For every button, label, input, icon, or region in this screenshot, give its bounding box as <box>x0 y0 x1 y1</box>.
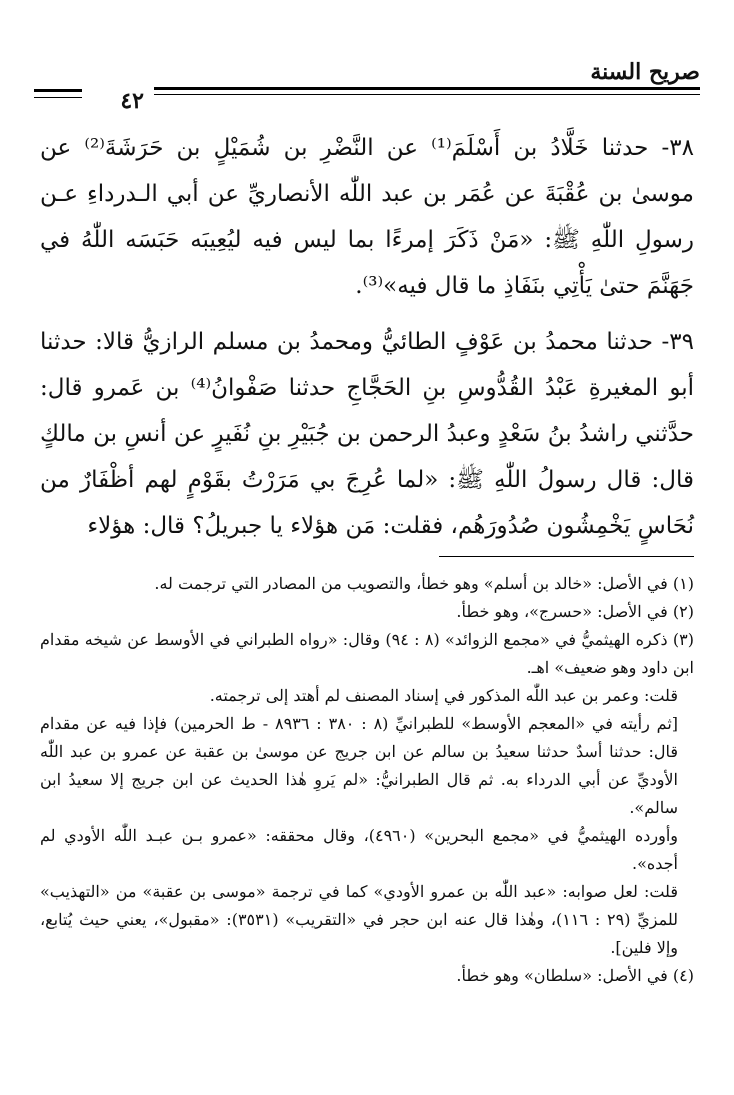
footnote-3-note-2: [ثم رأيته في «المعجم الأوسط» للطبرانيِّ (٨ : ٣٨٠ : ٨٩٣٦ - ط الحرمين) فإذا فيه عن مقدام قال: حدثنا أسدٌ حدثنا سعيدُ بن سالم عن ابن جريج عن موسىٰ بن عقبة عن عمرو بن عبد اللّٰه الأوديِّ عن أبي الدرداء به. ثم قال الطبرانيُّ: «لم يَروِ هٰذا الحديث عن ابن جريج إلا سعيدُ ابن سالم». <box>40 714 679 817</box>
footnote-2: (٢) في الأصل: «حسرج»، وهو خطأ. <box>456 602 694 621</box>
footnote-3: (٣) ذكره الهيثميُّ في «مجمع الزوائد» (٨ : ٩٤) وقال: «رواه الطبراني في الأوسط عن شيخه مقدام ابن داود وهو ضعيف» اهـ. <box>40 630 694 677</box>
footnote-4: (٤) في الأصل: «سلطان» وهو خطأ. <box>456 966 694 985</box>
footnote-separator <box>439 556 694 557</box>
hadith-paragraph-38: ٣٨- حدثنا خَلَّادُ بن أَسْلَمَ⁽¹⁾ عن النَّضْرِ بن شُمَيْلٍ بن حَرَشَةَ⁽²⁾ عن موسىٰ بن عُقْبَةَ عن عُمَر بن عبد اللّٰه الأنصاريِّ عن أبي الـدرداءِ عـن رسولِ اللّٰهِ ﷺ: «مَنْ ذَكَرَ إمرءًا بما ليس فيه ليُعِيبَه حَبَسَه اللّٰهُ في جَهَنَّمَ حتىٰ يَأْتِي بنَفَاذِ ما قال فيه»⁽³⁾. <box>40 135 694 299</box>
footnotes <box>40 570 694 990</box>
running-title: صريح السنة <box>590 59 700 85</box>
page-header <box>34 58 700 112</box>
footnote-1: (١) في الأصل: «خالد بن أسلم» وهو خطأ، والتصويب من المصادر التي ترجمت له. <box>154 574 694 593</box>
footnote-3-note-4: قلت: لعل صوابه: «عبد اللّٰه بن عمرو الأودي» كما في ترجمة «موسى بن عقبة» من «التهذيب» للمزيِّ (٢٩ : ١١٦)، وهٰذا قال عنه ابن حجر في «التقريب» (٣٥٣١): «مقبول»، يعني حيث يُتابع، وإلا فلين]. <box>40 882 679 957</box>
hadith-paragraph-39: ٣٩- حدثنا محمدُ بن عَوْفٍ الطائيُّ ومحمدُ بن مسلم الرازيُّ قالا: حدثنا أبو المغيرةِ عَبْدُ القُدُّوسِ بنِ الحَجَّاجِ حدثنا صَفْوانُ⁽⁴⁾ بن عَمرو قال: حدَّثني راشدُ بنُ سَعْدٍ وعبدُ الرحمن بن جُبَيْرِ بنِ نُفَيرٍ عن أنسِ بن مالكٍ قال: قال رسولُ اللّٰهِ ﷺ: «لما عُرِجَ بي مَرَرْتُ بقَوْمٍ لهم أظْفَارٌ من نُحَاسٍ يَخْمِشُون صُدُورَهُم، فقلت: مَن هؤلاء يا جبريلُ؟ قال: هؤلاء <box>40 329 694 539</box>
footnote-3-note-3: وأورده الهيثميُّ في «مجمع البحرين» (٤٩٦٠)، وقال محققه: «عمرو بـن عبـد اللّٰه الأودي لم أجده». <box>40 826 678 873</box>
footnote-3-note-1: قلت: وعمر بن عبد اللّٰه المذكور في إسناد المصنف لم أهتد إلى ترجمته. <box>209 686 678 705</box>
header-double-rule <box>154 87 700 99</box>
page-number: ٤٢ <box>120 88 144 114</box>
main-text <box>40 125 694 559</box>
